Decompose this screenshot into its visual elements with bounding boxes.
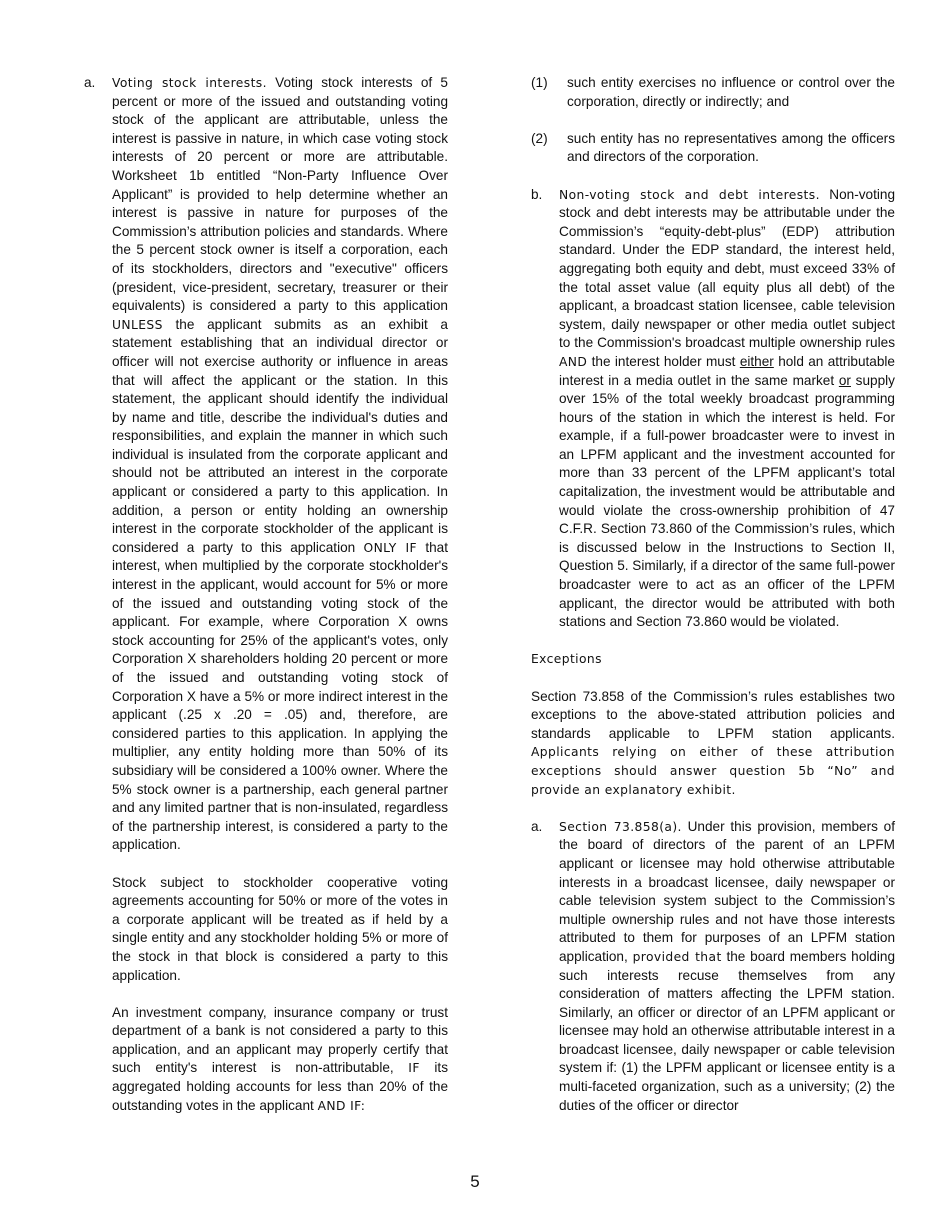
item-body [559, 818, 895, 1116]
item-heading: Non-voting stock and debt interests. [559, 187, 820, 202]
page-number: 5 [470, 1172, 480, 1191]
emphasis-either: either [739, 353, 774, 369]
emphasis-unless: UNLESS [112, 317, 163, 332]
paragraph: Section 73.858(a). Under this provision, members of the board of directors of the parent of an LPFM applicant or licensee may hold otherwise attributable interests in a broadcast licensee, daily newspaper or cable television system subject to the Commission’s multiple ownership rules and not have those interests attributed to them for purposes of an LPFM station application, provided that the board members holding such interests recuse themselves from any consideration of matters affecting the LPFM station. Similarly, an officer or director of an LPFM applicant or licensee may hold an otherwise attributable interest in a broadcast licensee, daily newspaper or cable television system if: (1) the LPFM applicant or licensee entity is a multi-faceted organization, such as a university; (2) the duties of the officer or director [559, 818, 895, 1113]
emphasis-and-if: AND IF: [317, 1098, 366, 1113]
list-number: (2) [531, 130, 548, 146]
paragraph: Non-voting stock and debt interests. Non-voting stock and debt interests may be attributable under the Commission’s “equity-debt-plus” (EDP) attribution standard. Under the EDP standard, the interest held, aggregating both equity and debt, must exceed 33% of the total asset value (all equity plus all debt) of the applicant, a broadcast station licensee, cable television system, daily newspaper or other media outlet subject to the Commission's broadcast multiple ownership rules AND the interest holder must either hold an attributable interest in a media outlet in the same market or supply over 15% of the total weekly broadcast programming hours of the station in which the interest is held. For example, if a full-power broadcaster were to invest in an LPFM applicant and the investment accounted for more than 33 percent of the LPFM applicant’s total capitalization, the investment would be attributable and would violate the cross-ownership prohibition of 47 C.F.R. Section 73.860 of the Commission’s rules, which is discussed below in the Instructions to Section II, Question 5. Similarly, if a director of the same full-power broadcaster were to act as an officer of the LPFM applicant, the director would be attributed with both stations and Section 73.860 would be violated. [559, 186, 896, 630]
list-text: such entity exercises no influence or control over the corporation, directly or indirectly; and [567, 75, 895, 109]
item-heading: Voting stock interests. [112, 76, 267, 90]
paragraph: Voting stock interests. Voting stock interests of 5 percent or more of the issued and outstanding voting stock of the applicant are attributable, unless the interest is passive in nature, in which case voting stock interests of 20 percent or more are attributable. Worksheet 1b entitled “Non-Party Influence Over Applicant” is provided to help determine whether an interest is passive in nature for purposes of the Commission’s attribution policies and standards. Where the 5 percent stock owner is itself a corporation, each of its stockholders, directors and "executive" officers (president, vice-president, secretary, treasurer or their equivalents) is considered a party to this application UNLESS the applicant submits as an exhibit a statement establishing that an individual director or officer will not exercise authority or influence in areas that will affect the applicant or the station. In this statement, the applicant should identify the individual by name and title, describe the individual's duties and responsibilities, and explain the manner in which such individual is insulated from the corporate applicant and should not be attributed an interest in the corporate applicant or considered a party to this application. In addition, a person or entity holding an ownership interest in the corporate stockholder of the applicant is considered a party to this application ONLY IF that interest, when multiplied by the corporate stockholder's interest in the applicant, would account for 5% or more of the issued and outstanding voting stock of the applicant. For example, where Corporation X owns stock accounting for 25% of the applicant's votes, only Corporation X shareholders holding 20 percent or more of the issued and outstanding voting stock of Corporation X have a 5% or more indirect interest in the applicant (.25 x .20 = .05) and, therefore, are considered parties to this application. In applying the multiplier, any entity holding more than 50% of its subsidiary will be considered a 100% owner. Where the 5% stock owner is a partnership, each general partner and any limited partner that is non-insulated, regardless of the partnership interest, is considered a party to the application. [112, 75, 448, 853]
paragraph: Section 73.858 of the Commission’s rules establishes two exceptions to the above-stated attribution policies and standards applicable to LPFM station applicants. Applicants relying on either of these attribution exceptions should answer question 5b “No” and provide an explanatory exhibit. [531, 688, 895, 797]
section-a-73858 [531, 818, 895, 1116]
section-b-non-voting [531, 186, 895, 632]
item-body [559, 186, 895, 632]
emphasis-only-if: ONLY IF [363, 540, 418, 555]
item-heading: Section 73.858(a). [559, 819, 682, 834]
item-label: a. [84, 75, 96, 90]
item-body [112, 74, 448, 1115]
list-text: such entity has no representatives among the officers and directors of the corporation. [567, 130, 895, 165]
list-number: (1) [531, 75, 548, 90]
emphasis-provided-that: provided that [632, 949, 722, 964]
exceptions-note: Applicants relying on either of these attribution exceptions should answer question 5b “No” and provide an explanatory exhibit. [531, 745, 895, 797]
section-a-voting-stock [84, 74, 448, 1115]
item-label: b. [531, 186, 543, 202]
emphasis-or: or [838, 372, 851, 388]
exceptions-heading: Exceptions [531, 652, 602, 667]
emphasis-and: AND [559, 354, 588, 369]
paragraph: Stock subject to stockholder cooperative voting agreements accounting for 50% or more of the votes in a corporate applicant will be treated as if held by a single entity and any stockholder holding 5% or more of the stock in that block is considered a party to this application. [112, 874, 448, 983]
emphasis-if: IF [408, 1061, 420, 1076]
item-label: a. [531, 818, 543, 834]
right-column [531, 74, 895, 1115]
paragraph: An investment company, insurance company or trust department of a bank is not considered a party to this application, and an applicant may properly certify that such entity's interest is non-attributable, IF its aggregated holding accounts for less than 20% of the outstanding votes in the applicant AND IF: [112, 1004, 449, 1113]
list-item [531, 74, 895, 111]
left-column [84, 74, 448, 1115]
list-item [531, 130, 895, 167]
